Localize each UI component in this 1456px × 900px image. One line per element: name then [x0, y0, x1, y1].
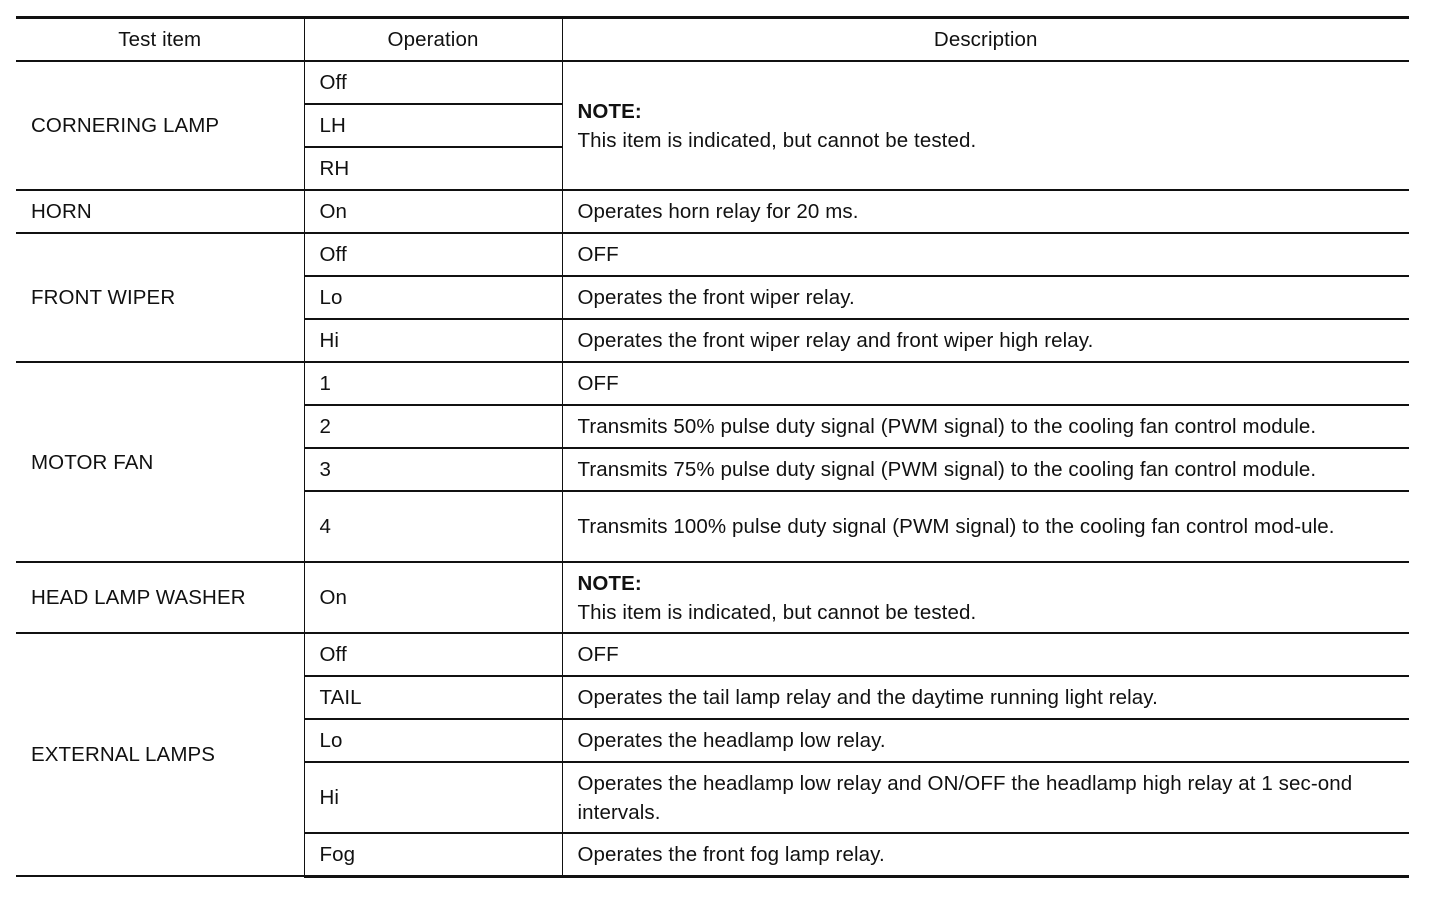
table-row	[16, 233, 1409, 276]
test-item-cell: EXTERNAL LAMPS	[16, 633, 304, 876]
operation-cell: Off	[304, 633, 562, 676]
test-item-cell: MOTOR FAN	[16, 362, 304, 562]
description-text: This item is indicated, but cannot be tested.	[577, 128, 977, 152]
operation-cell: On	[304, 562, 562, 633]
table-body	[16, 61, 1409, 876]
operation-cell: 2	[304, 405, 562, 448]
test-item-table	[16, 16, 1409, 878]
description-cell: Operates the front fog lamp relay.	[562, 833, 1409, 876]
description-cell: OFF	[562, 633, 1409, 676]
operation-cell: On	[304, 190, 562, 233]
description-text: This item is indicated, but cannot be tested.	[577, 600, 977, 624]
description-cell: Transmits 75% pulse duty signal (PWM signal) to the cooling fan control module.	[562, 448, 1409, 491]
operation-cell: 4	[304, 491, 562, 562]
test-item-cell: CORNERING LAMP	[16, 61, 304, 190]
operation-cell: TAIL	[304, 676, 562, 719]
operation-cell: 3	[304, 448, 562, 491]
description-cell: OFF	[562, 233, 1409, 276]
description-cell: Operates the headlamp low relay and ON/OFF the headlamp high relay at 1 sec-ond intervals.	[562, 762, 1409, 833]
table-row	[16, 633, 1409, 676]
table-row	[16, 190, 1409, 233]
description-cell: Operates horn relay for 20 ms.	[562, 190, 1409, 233]
operation-cell: Lo	[304, 719, 562, 762]
table-row	[16, 61, 1409, 104]
description-cell	[562, 61, 1409, 190]
description-cell: Operates the front wiper relay and front wiper high relay.	[562, 319, 1409, 362]
description-cell: Operates the tail lamp relay and the daytime running light relay.	[562, 676, 1409, 719]
description-cell: OFF	[562, 362, 1409, 405]
description-cell: Operates the headlamp low relay.	[562, 719, 1409, 762]
operation-cell: Hi	[304, 762, 562, 833]
table-header	[16, 18, 1409, 62]
test-item-cell: FRONT WIPER	[16, 233, 304, 362]
description-cell: Transmits 50% pulse duty signal (PWM signal) to the cooling fan control module.	[562, 405, 1409, 448]
operation-cell: RH	[304, 147, 562, 190]
operation-cell: Off	[304, 61, 562, 104]
operation-cell: Off	[304, 233, 562, 276]
operation-cell: LH	[304, 104, 562, 147]
operation-cell: Fog	[304, 833, 562, 876]
description-cell: Transmits 100% pulse duty signal (PWM signal) to the cooling fan control mod-ule.	[562, 491, 1409, 562]
table-row	[16, 362, 1409, 405]
header-description: Description	[562, 18, 1409, 62]
test-item-cell: HORN	[16, 190, 304, 233]
operation-cell: 1	[304, 362, 562, 405]
table-row	[16, 562, 1409, 633]
note-label: NOTE:	[577, 99, 642, 123]
header-operation: Operation	[304, 18, 562, 62]
operation-cell: Lo	[304, 276, 562, 319]
operation-cell: Hi	[304, 319, 562, 362]
header-row	[16, 18, 1409, 62]
test-item-cell: HEAD LAMP WASHER	[16, 562, 304, 633]
description-cell: Operates the front wiper relay.	[562, 276, 1409, 319]
header-test-item: Test item	[16, 18, 304, 62]
description-cell	[562, 562, 1409, 633]
note-label: NOTE:	[577, 571, 642, 595]
